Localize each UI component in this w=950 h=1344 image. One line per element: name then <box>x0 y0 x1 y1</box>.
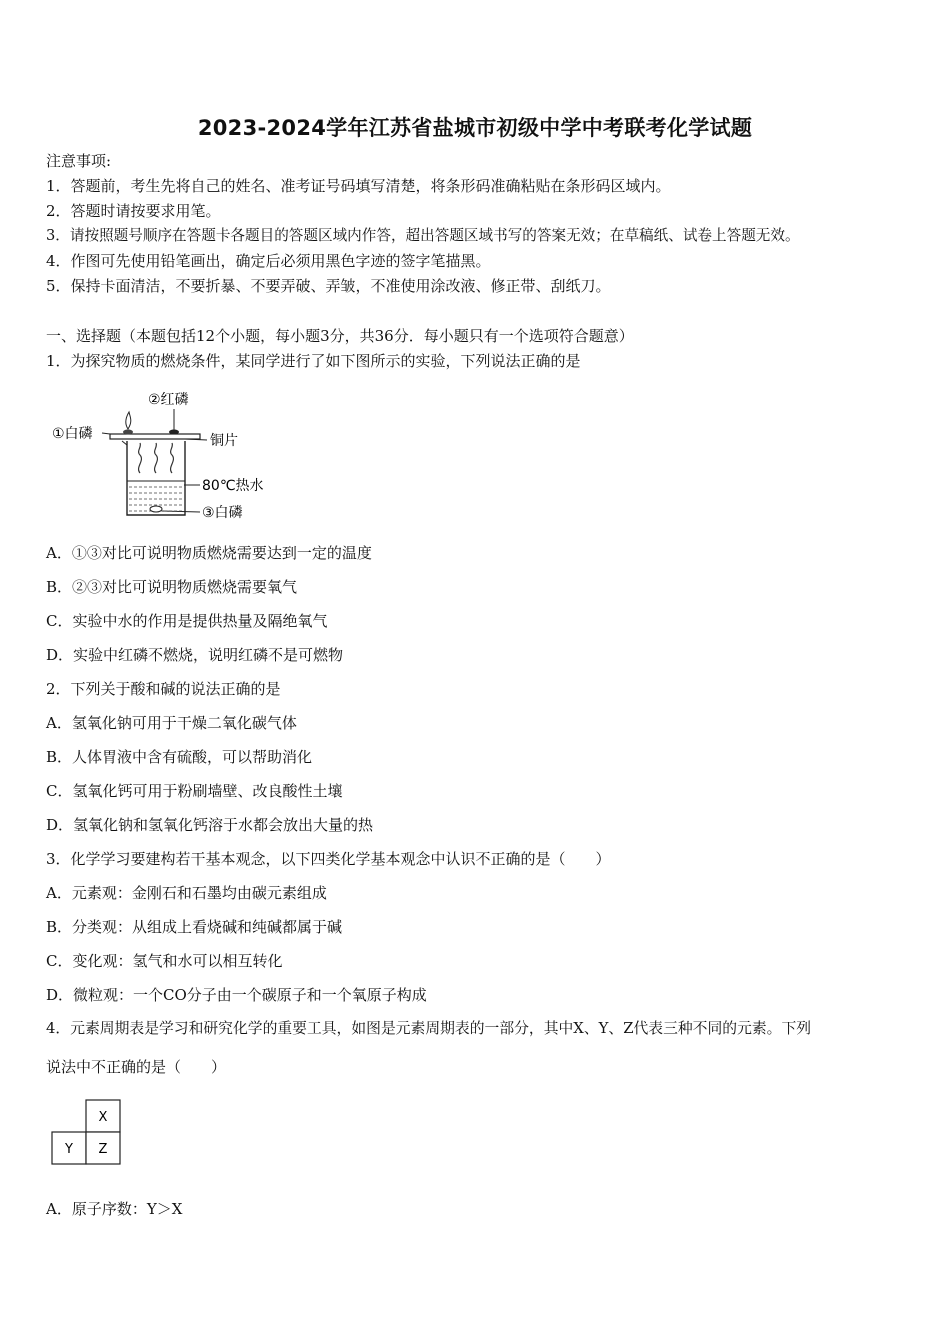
question-2-option-c: C．氢氧化钙可用于粉刷墙壁、改良酸性土壤 <box>46 782 343 800</box>
question-3-stem: 3．化学学习要建构若干基本观念，以下四类化学基本观念中认识不正确的是（ ） <box>46 850 611 868</box>
question-1-option-a: A．①③对比可说明物质燃烧需要达到一定的温度 <box>46 544 372 562</box>
copper-sheet-label: 铜片 <box>210 433 238 449</box>
question-3-option-d: D．微粒观：一个CO分子由一个碳原子和一个氧原子构成 <box>46 986 427 1004</box>
question-4-option-a: A．原子序数：Y＞X <box>46 1200 183 1218</box>
element-y-cell: Y <box>65 1142 73 1157</box>
question-2-option-b: B．人体胃液中含有硫酸，可以帮助消化 <box>46 748 313 766</box>
question-3-option-b: B．分类观：从组成上看烧碱和纯碱都属于碱 <box>46 918 343 936</box>
notice-item-5: 5．保持卡面清洁，不要折暴、不要弄破、弄皱，不准使用涂改液、修正带、刮纸刀。 <box>46 277 611 295</box>
white-phosphorus-3-label: ③白磷 <box>202 505 243 521</box>
notice-item-4: 4．作图可先使用铅笔画出，确定后必须用黑色字迹的签字笔描黑。 <box>46 252 491 270</box>
question-1-stem: 1．为探究物质的燃烧条件，某同学进行了如下图所示的实验，下列说法正确的是 <box>46 352 581 370</box>
red-phosphorus-label: ②红磷 <box>148 392 189 408</box>
notice-item-1: 1．答题前，考生先将自己的姓名、准考证号码填写清楚，将条形码准确粘贴在条形码区域内。 <box>46 177 671 195</box>
question-1-option-b: B．②③对比可说明物质燃烧需要氧气 <box>46 578 298 596</box>
hot-water-label: 80℃热水 <box>202 478 264 494</box>
element-z-cell: Z <box>98 1142 108 1157</box>
question-4-stem-line-2: 说法中不正确的是（ ） <box>46 1058 227 1076</box>
exam-title: 2023-2024学年江苏省盐城市初级中学中考联考化学试题 <box>197 116 753 140</box>
notice-heading: 注意事项: <box>46 152 112 170</box>
periodic-table-fragment <box>50 1098 122 1166</box>
question-1-option-c: C．实验中水的作用是提供热量及隔绝氧气 <box>46 612 328 630</box>
element-x-cell: X <box>98 1110 108 1125</box>
question-3-option-c: C．变化观：氢气和水可以相互转化 <box>46 952 283 970</box>
question-1-option-d: D．实验中红磷不燃烧，说明红磷不是可燃物 <box>46 646 344 664</box>
combustion-experiment-figure <box>50 385 280 525</box>
white-phosphorus-1-label: ①白磷 <box>52 426 93 442</box>
question-2-stem: 2．下列关于酸和碱的说法正确的是 <box>46 680 281 698</box>
notice-item-2: 2．答题时请按要求用笔。 <box>46 202 221 220</box>
section-heading: 一、选择题（本题包括12个小题，每小题3分，共36分．每小题只有一个选项符合题意） <box>46 327 634 345</box>
question-4-stem-line-1: 4．元素周期表是学习和研究化学的重要工具，如图是元素周期表的一部分，其中X、Y、Z代表三种不同的元素。下列 <box>46 1020 812 1037</box>
question-2-option-a: A．氢氧化钠可用于干燥二氧化碳气体 <box>46 714 297 732</box>
question-2-option-d: D．氢氧化钠和氢氧化钙溶于水都会放出大量的热 <box>46 816 374 834</box>
question-3-option-a: A．元素观：金刚石和石墨均由碳元素组成 <box>46 884 327 902</box>
notice-item-3: 3．请按照题号顺序在答题卡各题目的答题区域内作答，超出答题区域书写的答案无效；在草稿纸、试卷上答题无效。 <box>46 227 800 244</box>
